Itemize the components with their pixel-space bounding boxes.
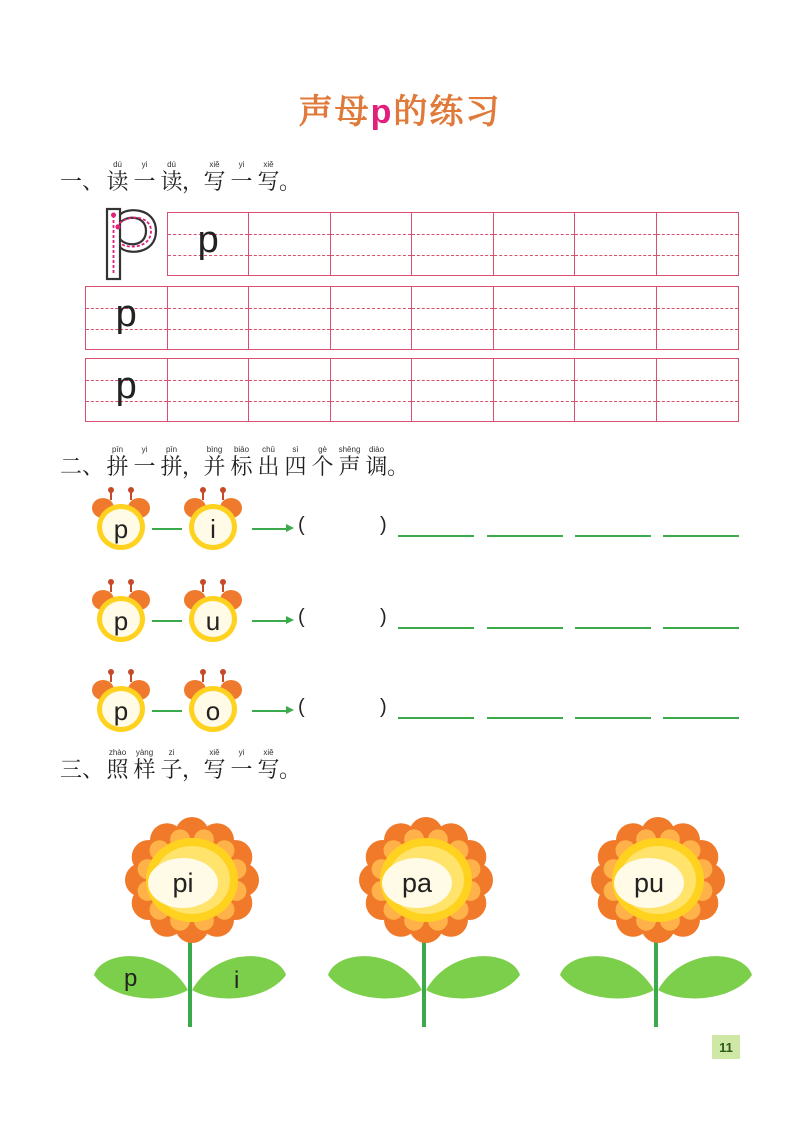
writing-cell[interactable]: [494, 213, 575, 275]
writing-cell[interactable]: [494, 287, 576, 349]
pinyin-word: gè 个: [311, 445, 334, 480]
title-prefix: 声母: [298, 92, 371, 132]
leaf-letter-right[interactable]: i: [234, 967, 240, 994]
section-1-heading: [60, 160, 302, 196]
answer-line[interactable]: [398, 717, 474, 719]
answer-line[interactable]: [663, 717, 739, 719]
bee-letter: p: [102, 691, 140, 727]
open-paren: (: [298, 606, 305, 628]
bee-letter-card: [92, 672, 150, 732]
answer-line[interactable]: [575, 535, 651, 537]
writing-cell[interactable]: [249, 213, 330, 275]
close-paren: ): [380, 696, 387, 718]
bee-letter-card: [92, 582, 150, 642]
writing-cell[interactable]: [657, 287, 739, 349]
page-number: 11: [712, 1035, 740, 1059]
pinyin-word: diào 调: [365, 445, 388, 480]
title-accent-letter: p: [370, 93, 394, 131]
pinyin-word: yàng 样: [133, 748, 156, 783]
section-3-heading: [60, 748, 302, 784]
flower-icon: [92, 815, 292, 1030]
bee-letter: p: [102, 601, 140, 637]
pinyin-word: xiě 写: [257, 748, 280, 783]
pinyin-word: zi 子: [160, 748, 183, 783]
section-number: 三、: [60, 758, 105, 783]
pinyin-word: yi 一: [230, 748, 253, 783]
bee-letter-card: [184, 672, 242, 732]
flower-card: [558, 815, 758, 1030]
close-paren: ): [380, 514, 387, 536]
flower-icon: [326, 815, 526, 1030]
connector-line: [152, 528, 182, 530]
answer-line[interactable]: [398, 535, 474, 537]
pinyin-word: zhào 照: [106, 748, 129, 783]
pinyin-word: chū 出: [257, 445, 280, 480]
pinyin-word: yi 一: [230, 160, 253, 195]
bee-letter: u: [194, 601, 232, 637]
writing-cell[interactable]: [249, 287, 331, 349]
pinyin-word: yi 一: [133, 160, 156, 195]
pinyin-word: xiě 写: [203, 748, 226, 783]
section-number: 二、: [60, 455, 105, 480]
writing-row-2: [85, 286, 739, 350]
flower-card: [326, 815, 526, 1030]
close-paren: ): [380, 606, 387, 628]
answer-line[interactable]: [575, 627, 651, 629]
bee-letter-card: [92, 490, 150, 550]
connector-line: [152, 710, 182, 712]
bee-letter: i: [194, 509, 232, 545]
pinyin-word: yi 一: [133, 445, 156, 480]
writing-cell[interactable]: [412, 359, 494, 421]
punctuation: 。: [279, 758, 302, 783]
pinyin-word: pīn 拼: [106, 445, 129, 480]
writing-cell[interactable]: [575, 359, 657, 421]
writing-cell[interactable]: [249, 359, 331, 421]
pinyin-word: xiě 写: [203, 160, 226, 195]
open-paren: (: [298, 514, 305, 536]
open-paren: (: [298, 696, 305, 718]
pinyin-word: dú 读: [160, 160, 183, 195]
writing-cell[interactable]: [168, 287, 250, 349]
flower-syllable: pa: [401, 868, 433, 898]
flower-syllable: pi: [172, 868, 194, 898]
flower-syllable: pu: [633, 868, 665, 898]
pinyin-word: xiě 写: [257, 160, 280, 195]
answer-line[interactable]: [663, 535, 739, 537]
punctuation: ，: [182, 455, 205, 480]
answer-line[interactable]: [398, 627, 474, 629]
answer-line[interactable]: [575, 717, 651, 719]
pinyin-word: bìng 并: [203, 445, 226, 480]
writing-row-3: [85, 358, 739, 422]
writing-cell[interactable]: [168, 359, 250, 421]
page-title: [0, 84, 800, 133]
arrow-icon: [252, 710, 288, 712]
writing-cell[interactable]: p: [86, 359, 168, 421]
writing-cell[interactable]: [657, 213, 738, 275]
answer-line[interactable]: [663, 627, 739, 629]
punctuation: 。: [279, 170, 302, 195]
leaf-letter-left[interactable]: p: [124, 965, 138, 992]
bee-letter-card: [184, 490, 242, 550]
answer-line[interactable]: [487, 717, 563, 719]
flower-card: [92, 815, 292, 1030]
writing-cell[interactable]: [331, 287, 413, 349]
pinyin-word: sì 四: [284, 445, 307, 480]
answer-line[interactable]: [487, 535, 563, 537]
writing-cell[interactable]: p: [86, 287, 168, 349]
bee-letter-card: [184, 582, 242, 642]
writing-cell[interactable]: [575, 213, 656, 275]
writing-cell[interactable]: [494, 359, 576, 421]
punctuation: ，: [182, 170, 205, 195]
writing-cell[interactable]: [657, 359, 739, 421]
punctuation: 。: [387, 455, 410, 480]
writing-cell[interactable]: [331, 359, 413, 421]
stroke-order-p-icon: [104, 205, 160, 281]
writing-row-1: [167, 212, 739, 276]
pinyin-word: biāo 标: [230, 445, 253, 480]
writing-cell[interactable]: p: [168, 213, 249, 275]
bee-letter: p: [102, 509, 140, 545]
pinyin-word: shēng 声: [338, 445, 361, 480]
answer-line[interactable]: [487, 627, 563, 629]
writing-cell[interactable]: [575, 287, 657, 349]
writing-cell[interactable]: [412, 213, 493, 275]
section-number: 一、: [60, 170, 105, 195]
punctuation: ，: [182, 758, 205, 783]
arrow-icon: [252, 528, 288, 530]
pinyin-word: pīn 拼: [160, 445, 183, 480]
pinyin-word: dú 读: [106, 160, 129, 195]
writing-cell[interactable]: [412, 287, 494, 349]
arrow-icon: [252, 620, 288, 622]
flower-icon: [558, 815, 758, 1030]
title-suffix: 的练习: [393, 92, 502, 132]
writing-cell[interactable]: [331, 213, 412, 275]
section-2-heading: [60, 445, 410, 481]
connector-line: [152, 620, 182, 622]
bee-letter: o: [194, 691, 232, 727]
